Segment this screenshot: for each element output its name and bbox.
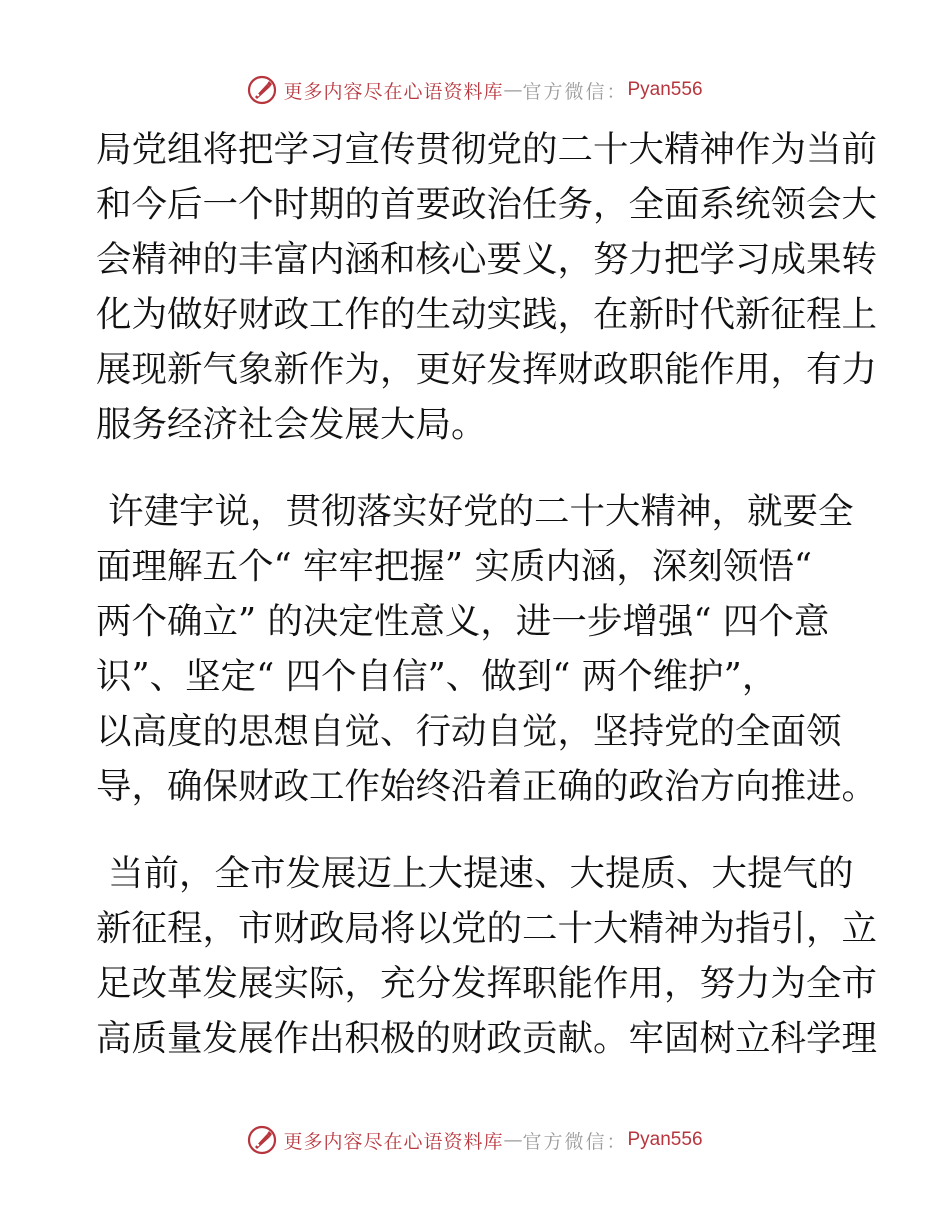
watermark-wechat-id: Pyan556 <box>627 79 703 100</box>
text-line: 会精神的丰富内涵和核心要义，努力把学习成果转 <box>96 239 878 280</box>
pen-nib-logo-icon <box>247 1125 277 1155</box>
watermark-brand-text: 更多内容尽在心语资料库 <box>283 80 504 103</box>
text-line: 新征程，市财政局将以党的二十大精神为指引，立 <box>96 908 878 949</box>
paragraph-3 <box>96 846 878 1066</box>
text-line: 导，确保财政工作始终沿着正确的政治方向推进。 <box>96 766 878 807</box>
paragraph-1 <box>96 122 878 452</box>
text-line: 和今后一个时期的首要政治任务，全面系统领会大 <box>96 184 878 225</box>
text-line: 以高度的思想自觉、行动自觉，坚持党的全面领 <box>96 711 842 752</box>
watermark-wechat-label: 官方微信： <box>522 80 628 103</box>
watermark-wechat-label: 官方微信： <box>522 1130 628 1153</box>
text-line: 局党组将把学习宣传贯彻党的二十大精神作为当前 <box>96 129 878 170</box>
document-body <box>96 122 878 1066</box>
page-footer-watermark <box>0 1124 950 1156</box>
pen-nib-logo-icon <box>247 75 277 105</box>
text-line: 面理解五个“ 牢牢把握” 实质内涵，深刻领悟“ <box>96 546 813 587</box>
watermark-brand-text: 更多内容尽在心语资料库 <box>283 1130 504 1153</box>
text-line: 展现新气象新作为，更好发挥财政职能作用，有力 <box>96 349 878 390</box>
watermark-separator: — <box>503 1129 523 1151</box>
paragraph-2 <box>96 484 878 814</box>
text-line: 高质量发展作出积极的财政贡献。牢固树立科学理 <box>96 1018 878 1059</box>
text-line: 足改革发展实际，充分发挥职能作用，努力为全市 <box>96 963 878 1004</box>
text-line: 识”、坚定“ 四个自信”、做到“ 两个维护”， <box>96 656 778 697</box>
text-line: 化为做好财政工作的生动实践，在新时代新征程上 <box>96 294 878 335</box>
watermark-separator: — <box>503 79 523 101</box>
text-line: 许建宇说，贯彻落实好党的二十大精神，就要全 <box>108 491 854 532</box>
page-header-watermark <box>0 74 950 106</box>
text-line: 两个确立” 的决定性意义，进一步增强“ 四个意 <box>96 601 830 642</box>
watermark-wechat-id: Pyan556 <box>627 1129 703 1150</box>
text-line: 服务经济社会发展大局。 <box>96 404 487 445</box>
text-line: 当前，全市发展迈上大提速、大提质、大提气的 <box>108 853 854 894</box>
